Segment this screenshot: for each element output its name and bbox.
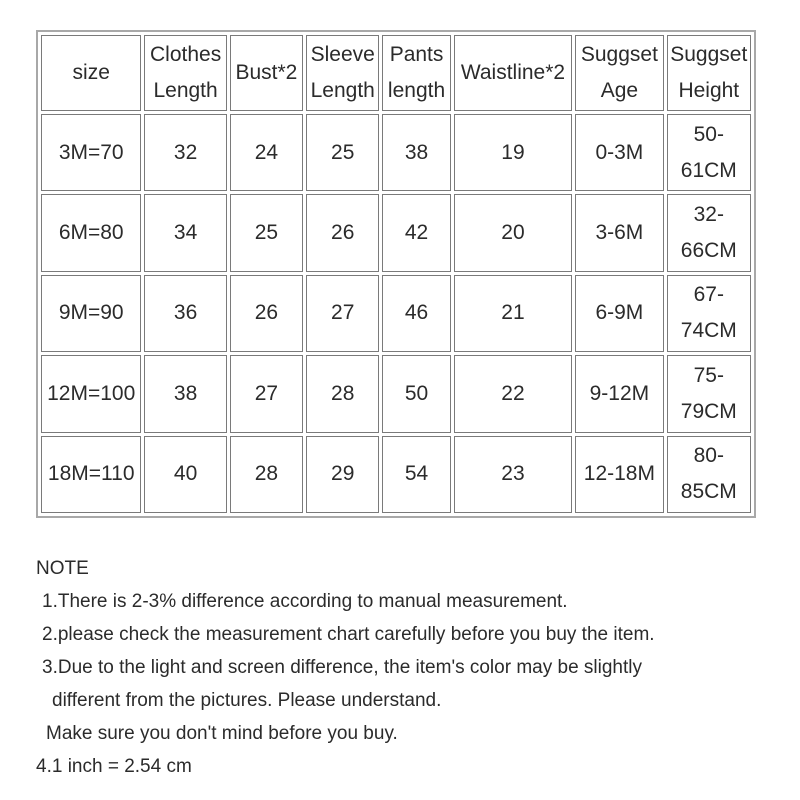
cell-suggested-height bbox=[667, 355, 751, 432]
table-row bbox=[41, 194, 751, 271]
cell-waistline: 23 bbox=[454, 436, 573, 513]
cell-waistline: 19 bbox=[454, 114, 573, 191]
cell-clothes-length: 40 bbox=[144, 436, 226, 513]
cell-height-line1: 75- bbox=[693, 363, 724, 387]
header-suggested-height bbox=[667, 35, 751, 111]
cell-clothes-length: 36 bbox=[144, 275, 226, 352]
table-row bbox=[41, 114, 751, 191]
header-pants-length-line1: Pants bbox=[389, 43, 444, 66]
cell-suggested-age: 6-9M bbox=[575, 275, 663, 352]
cell-pants-length: 38 bbox=[382, 114, 450, 191]
header-pants-length-line2: length bbox=[387, 79, 446, 102]
note-line-5: 4.1 inch = 2.54 cm bbox=[36, 756, 192, 777]
cell-height-line2: 61CM bbox=[680, 158, 737, 182]
header-suggested-age-line2: Age bbox=[600, 79, 639, 102]
header-suggested-age-line1: Suggset bbox=[580, 43, 658, 66]
cell-bust: 25 bbox=[230, 194, 303, 271]
notes-section bbox=[36, 552, 756, 783]
header-suggested-age bbox=[575, 35, 663, 111]
header-suggested-height-line2: Height bbox=[678, 79, 740, 102]
cell-height-line1: 67- bbox=[693, 283, 724, 307]
cell-size: 3M=70 bbox=[41, 114, 141, 191]
note-line-1: 1.There is 2-3% difference according to manual measurement. bbox=[42, 591, 568, 612]
cell-suggested-height bbox=[667, 436, 751, 513]
cell-waistline: 22 bbox=[454, 355, 573, 432]
header-bust-label: Bust*2 bbox=[235, 61, 298, 84]
cell-suggested-age: 9-12M bbox=[575, 355, 663, 432]
header-sleeve-length bbox=[306, 35, 379, 111]
header-size-label: size bbox=[72, 61, 110, 84]
header-bust bbox=[230, 35, 303, 111]
cell-height-line1: 50- bbox=[693, 122, 724, 146]
header-clothes-length-line1: Clothes bbox=[149, 43, 222, 66]
cell-suggested-age: 12-18M bbox=[575, 436, 663, 513]
cell-height-line2: 79CM bbox=[680, 399, 737, 423]
cell-pants-length: 46 bbox=[382, 275, 450, 352]
cell-sleeve-length: 27 bbox=[306, 275, 379, 352]
cell-pants-length: 50 bbox=[382, 355, 450, 432]
cell-pants-length: 42 bbox=[382, 194, 450, 271]
header-suggested-height-line1: Suggset bbox=[670, 43, 748, 66]
cell-sleeve-length: 26 bbox=[306, 194, 379, 271]
cell-waistline: 20 bbox=[454, 194, 573, 271]
header-waistline bbox=[454, 35, 573, 111]
cell-suggested-age: 0-3M bbox=[575, 114, 663, 191]
cell-sleeve-length: 25 bbox=[306, 114, 379, 191]
cell-sleeve-length: 29 bbox=[306, 436, 379, 513]
cell-size: 18M=110 bbox=[41, 436, 141, 513]
size-chart-table bbox=[36, 30, 756, 518]
header-waistline-label: Waistline*2 bbox=[460, 61, 566, 84]
cell-height-line1: 32- bbox=[693, 203, 724, 227]
note-line-3-continued: different from the pictures. Please understand. bbox=[52, 690, 442, 711]
note-line-3: 3.Due to the light and screen difference, the item's color may be slightly bbox=[42, 657, 642, 678]
cell-bust: 28 bbox=[230, 436, 303, 513]
cell-size: 9M=90 bbox=[41, 275, 141, 352]
cell-height-line2: 66CM bbox=[680, 239, 737, 263]
cell-bust: 27 bbox=[230, 355, 303, 432]
cell-clothes-length: 38 bbox=[144, 355, 226, 432]
header-sleeve-length-line2: Length bbox=[310, 79, 375, 102]
notes-title: NOTE bbox=[36, 558, 89, 579]
header-size bbox=[41, 35, 141, 111]
note-line-2: 2.please check the measurement chart carefully before you buy the item. bbox=[42, 624, 655, 645]
header-clothes-length-line2: Length bbox=[153, 79, 218, 102]
cell-height-line1: 80- bbox=[693, 444, 724, 468]
table-row bbox=[41, 436, 751, 513]
cell-size: 12M=100 bbox=[41, 355, 141, 432]
cell-bust: 26 bbox=[230, 275, 303, 352]
cell-suggested-height bbox=[667, 194, 751, 271]
cell-pants-length: 54 bbox=[382, 436, 450, 513]
table-row bbox=[41, 355, 751, 432]
table-header-row bbox=[41, 35, 751, 111]
table-row bbox=[41, 275, 751, 352]
note-line-4: Make sure you don't mind before you buy. bbox=[46, 723, 398, 744]
cell-suggested-height bbox=[667, 114, 751, 191]
cell-suggested-height bbox=[667, 275, 751, 352]
cell-bust: 24 bbox=[230, 114, 303, 191]
cell-height-line2: 85CM bbox=[680, 480, 737, 504]
cell-waistline: 21 bbox=[454, 275, 573, 352]
cell-clothes-length: 34 bbox=[144, 194, 226, 271]
cell-size: 6M=80 bbox=[41, 194, 141, 271]
header-pants-length bbox=[382, 35, 450, 111]
cell-height-line2: 74CM bbox=[680, 319, 737, 343]
header-clothes-length bbox=[144, 35, 226, 111]
cell-clothes-length: 32 bbox=[144, 114, 226, 191]
cell-suggested-age: 3-6M bbox=[575, 194, 663, 271]
header-sleeve-length-line1: Sleeve bbox=[310, 43, 375, 66]
cell-sleeve-length: 28 bbox=[306, 355, 379, 432]
